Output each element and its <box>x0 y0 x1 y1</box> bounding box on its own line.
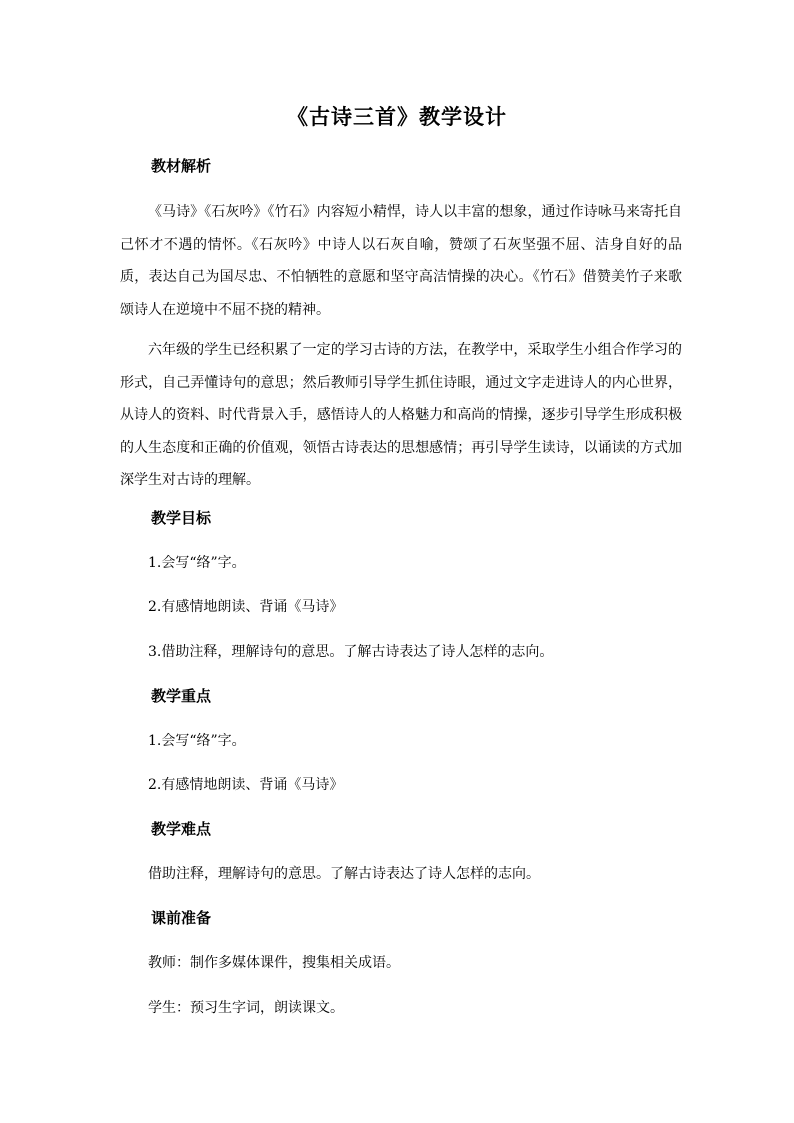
preparation-item-teacher: 教师：制作多媒体课件，搜集相关成语。 <box>148 955 400 971</box>
key-point-item-2: 2.有感情地朗读、背诵《马诗》 <box>148 777 344 793</box>
objective-item-1: 1.会写“络”字。 <box>148 555 246 571</box>
section-heading-objectives: 教学目标 <box>151 509 212 527</box>
preparation-item-student: 学生：预习生字词，朗读课文。 <box>148 1000 344 1016</box>
section-heading-analysis: 教材解析 <box>151 157 212 175</box>
objective-item-2: 2.有感情地朗读、背诵《马诗》 <box>148 599 344 615</box>
document-title: 《古诗三首》教学设计 <box>287 104 507 129</box>
analysis-paragraph-1: 《马诗》《石灰吟》《竹石》内容短小精悍，诗人以丰富的想象，通过作诗咏马来寄托自己怀才不遇的情怀。《石灰吟》中诗人以石灰自喻，赞颂了石灰坚强不屈、洁身自好的品质，表达自己为国尽忠、不怕牺牲的意愿和坚守高洁情操的决心。《竹石》借赞美竹子来歌颂诗人在逆境中不屈不挠的精神。 <box>120 204 682 318</box>
analysis-paragraph-2: 六年级的学生已经积累了一定的学习古诗的方法，在教学中，采取学生小组合作学习的形式，自己弄懂诗句的意思；然后教师引导学生抓住诗眼，通过文字走进诗人的内心世界，从诗人的资料、时代背景入手，感悟诗人的人格魅力和高尚的情操，逐步引导学生形成积极的人生态度和正确的价值观，领悟古诗表达的思想感情；再引导学生读诗，以诵读的方式加深学生对古诗的理解。 <box>120 342 682 488</box>
section-heading-difficulties: 教学难点 <box>151 820 212 838</box>
difficulty-item-1: 借助注释，理解诗句的意思。了解古诗表达了诗人怎样的志向。 <box>148 866 540 882</box>
section-heading-preparation: 课前准备 <box>151 909 212 927</box>
objective-item-3: 3.借助注释，理解诗句的意思。了解古诗表达了诗人怎样的志向。 <box>148 644 554 660</box>
key-point-item-1: 1.会写“络”字。 <box>148 733 246 749</box>
section-heading-key-points: 教学重点 <box>151 687 212 705</box>
